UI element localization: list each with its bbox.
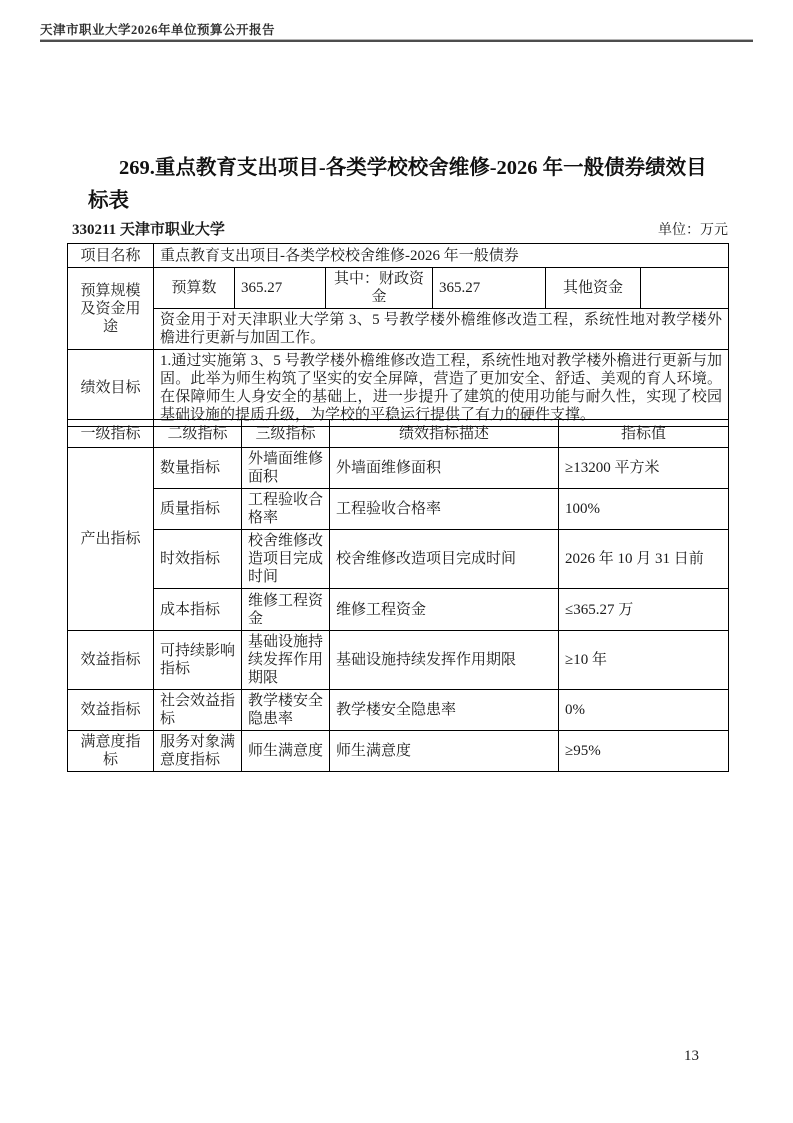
value-cell: 2026 年 10 月 31 日前	[559, 530, 729, 589]
goal-text: 1.通过实施第 3、5 号教学楼外檐维修改造工程，系统性地对教学楼外檐进行更新与加固。此举为师生构筑了坚实的安全屏障，营造了更加安全、舒适、美观的育人环境。在保障师生人身安全的基础上，进一步提升了建筑的使用功能与耐久性，实现了校园基础设施的提质升级，为学校的平稳运行提供了有力的硬件支撑。	[154, 350, 729, 427]
value-cell: ≤365.27 万	[559, 589, 729, 631]
project-name-value: 重点教育支出项目-各类学校校舍维修-2026 年一般债券	[154, 244, 729, 268]
col-header-level1: 一级指标	[68, 420, 154, 448]
level2-cell: 服务对象满意度指标	[154, 731, 242, 772]
table-row	[68, 690, 729, 731]
level1-cell: 满意度指标	[68, 731, 154, 772]
table-row	[68, 268, 729, 309]
level2-cell: 成本指标	[154, 589, 242, 631]
table-row	[68, 350, 729, 427]
summary-table	[67, 243, 729, 427]
indicator-header-row	[68, 420, 729, 448]
meta-row	[72, 218, 728, 239]
table-row	[68, 731, 729, 772]
level2-cell: 质量指标	[154, 489, 242, 530]
col-header-value: 指标值	[559, 420, 729, 448]
col-header-level2: 二级指标	[154, 420, 242, 448]
level1-cell: 产出指标	[68, 448, 154, 631]
fiscal-funds-label: 其中：财政资金	[326, 268, 433, 309]
table-row	[68, 589, 729, 631]
org-code-name: 330211 天津市职业大学	[72, 222, 225, 238]
desc-cell: 维修工程资金	[330, 589, 559, 631]
col-header-level3: 三级指标	[242, 420, 330, 448]
level3-cell: 师生满意度	[242, 731, 330, 772]
level1-cell: 效益指标	[68, 690, 154, 731]
page-number: 13	[684, 1048, 699, 1064]
budget-number-label: 预算数	[154, 268, 235, 309]
page-title-line2: 标表	[88, 190, 129, 212]
budget-number-value: 365.27	[235, 268, 326, 309]
level3-cell: 基础设施持续发挥作用期限	[242, 631, 330, 690]
desc-cell: 校舍维修改造项目完成时间	[330, 530, 559, 589]
header-divider	[40, 39, 753, 42]
level2-cell: 社会效益指标	[154, 690, 242, 731]
other-funds-label: 其他资金	[546, 268, 641, 309]
level3-cell: 外墙面维修面积	[242, 448, 330, 489]
table-row	[68, 309, 729, 350]
fund-usage-text: 资金用于对天津职业大学第 3、5 号教学楼外檐维修改造工程，系统性地对教学楼外檐进行更新与加固工作。	[154, 309, 729, 350]
page-title-line1: 269.重点教育支出项目-各类学校校舍维修-2026 年一般债券绩效目	[119, 157, 707, 179]
indicator-table	[67, 419, 729, 772]
unit-label: 单位：万元	[658, 223, 728, 238]
value-cell: 100%	[559, 489, 729, 530]
project-name-label: 项目名称	[68, 244, 154, 268]
level3-cell: 工程验收合格率	[242, 489, 330, 530]
budget-section-label: 预算规模及资金用途	[68, 268, 154, 350]
table-row	[68, 530, 729, 589]
desc-cell: 师生满意度	[330, 731, 559, 772]
level2-cell: 数量指标	[154, 448, 242, 489]
level3-cell: 校舍维修改造项目完成时间	[242, 530, 330, 589]
level3-cell: 教学楼安全隐患率	[242, 690, 330, 731]
fiscal-funds-value: 365.27	[433, 268, 546, 309]
desc-cell: 教学楼安全隐患率	[330, 690, 559, 731]
value-cell: ≥10 年	[559, 631, 729, 690]
level2-cell: 时效指标	[154, 530, 242, 589]
level1-cell: 效益指标	[68, 631, 154, 690]
desc-cell: 工程验收合格率	[330, 489, 559, 530]
goal-label: 绩效目标	[68, 350, 154, 427]
page-title	[88, 152, 730, 218]
table-row	[68, 489, 729, 530]
level3-cell: 维修工程资金	[242, 589, 330, 631]
report-header-title: 天津市职业大学2026年单位预算公开报告	[40, 23, 276, 37]
col-header-desc: 绩效指标描述	[330, 420, 559, 448]
desc-cell: 基础设施持续发挥作用期限	[330, 631, 559, 690]
value-cell: ≥13200 平方米	[559, 448, 729, 489]
table-row	[68, 244, 729, 268]
table-row	[68, 631, 729, 690]
level2-cell: 可持续影响指标	[154, 631, 242, 690]
desc-cell: 外墙面维修面积	[330, 448, 559, 489]
value-cell: 0%	[559, 690, 729, 731]
value-cell: ≥95%	[559, 731, 729, 772]
other-funds-value	[641, 268, 729, 309]
table-row	[68, 448, 729, 489]
